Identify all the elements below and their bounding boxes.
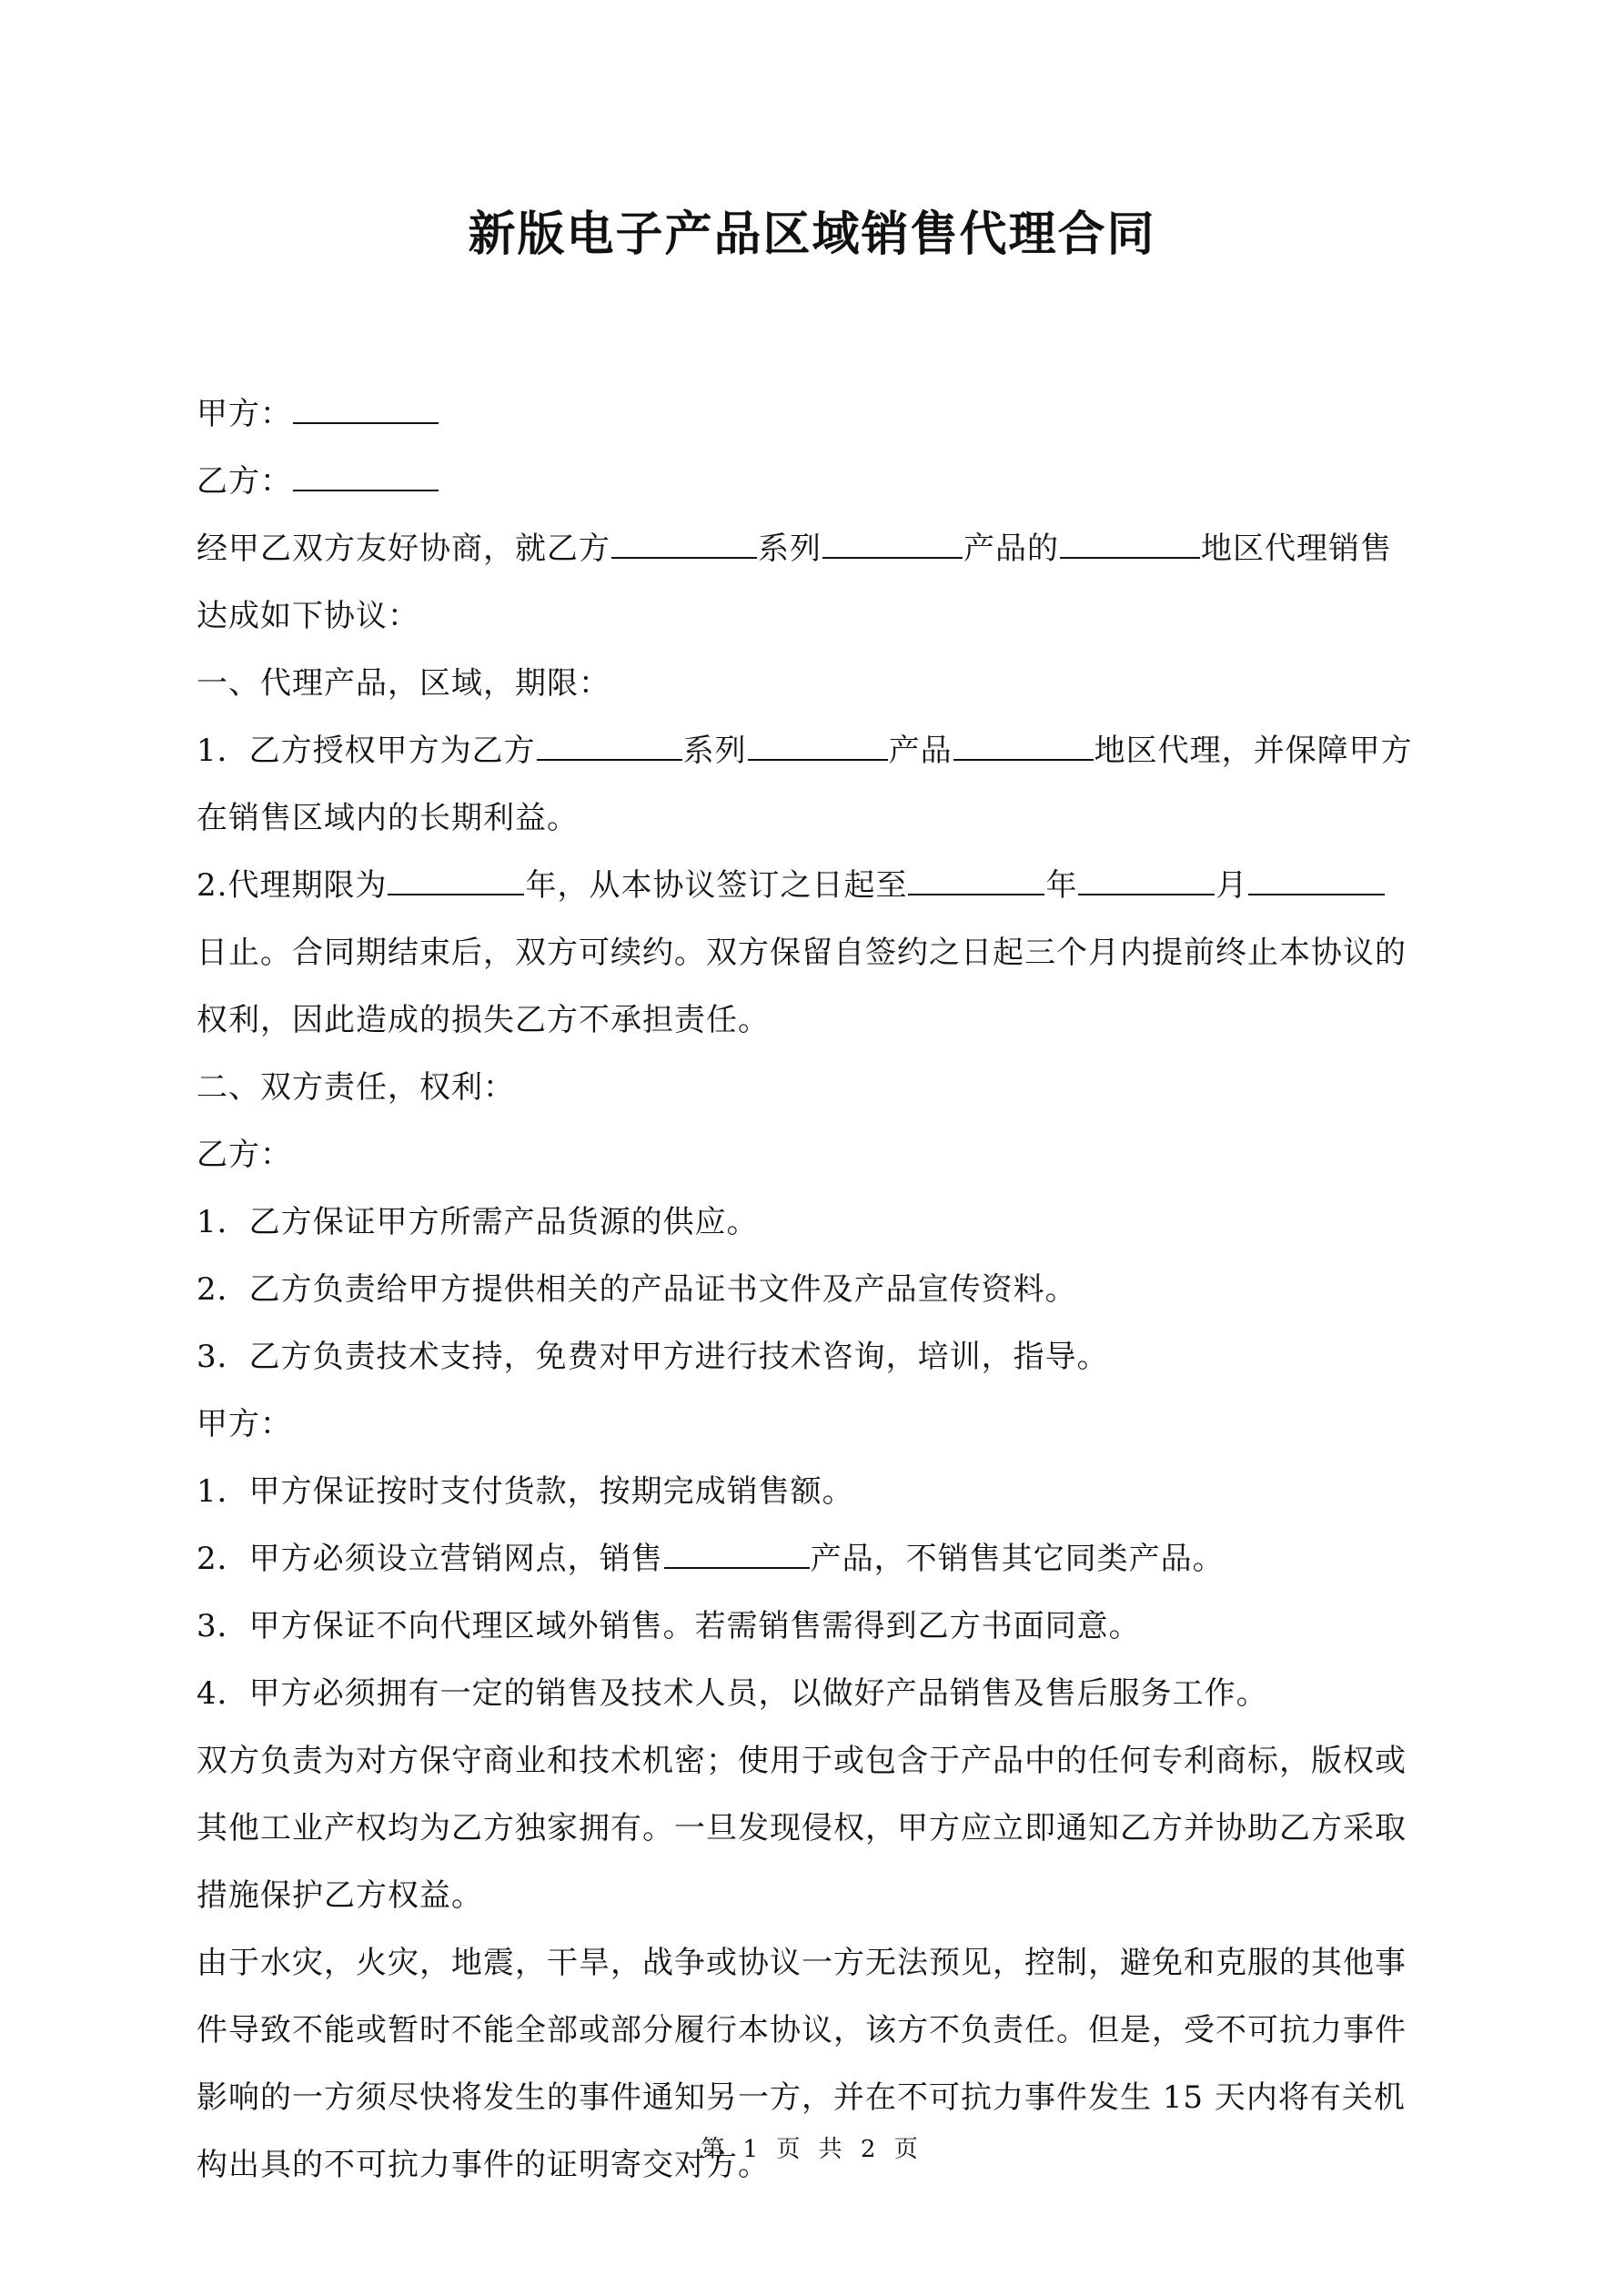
clause-text: 年，从本协议签订之日起至 xyxy=(525,867,908,904)
intro-line-1 xyxy=(197,515,1439,582)
force-majeure-line-4: 构出具的不可抗力事件的证明寄交对方。 xyxy=(197,2147,770,2183)
force-majeure-line-3: 影响的一方须尽快将发生的事件通知另一方，并在不可抗力事件发生 15 天内将有关机 xyxy=(197,2079,1406,2116)
party-b-line xyxy=(197,448,1439,515)
intro-line-2 xyxy=(197,582,1439,650)
clause-text: 产品，不销售其它同类产品。 xyxy=(810,1541,1225,1577)
clause-text: 系列 xyxy=(682,733,747,769)
party-a-duty-3: 3．甲方保证不向代理区域外销售。若需销售需得到乙方书面同意。 xyxy=(197,1608,1141,1644)
confidentiality-line-3: 措施保护乙方权益。 xyxy=(197,1877,483,1914)
party-b-label: 乙方： xyxy=(197,463,292,500)
document-title: 新版电子产品区域销售代理合同 xyxy=(468,207,1156,262)
party-a-duty-2 xyxy=(197,1525,1439,1593)
clause-text: 2．甲方必须设立营销网点，销售 xyxy=(197,1541,663,1577)
product-blank xyxy=(664,1545,810,1569)
party-a-duty-4: 4．甲方必须拥有一定的销售及技术人员，以做好产品销售及售后服务工作。 xyxy=(197,1675,1268,1712)
confidentiality-line-2: 其他工业产权均为乙方独家拥有。一旦发现侵权，甲方应立即通知乙方并协助乙方采取 xyxy=(197,1810,1407,1846)
party-a-duties-label: 甲方： xyxy=(197,1406,292,1442)
clause-text: 月 xyxy=(1215,867,1248,904)
clause-text: 年 xyxy=(1045,867,1078,904)
region-blank xyxy=(953,737,1094,761)
section-1-item-2-line-3: 权利，因此造成的损失乙方不承担责任。 xyxy=(197,1002,770,1038)
party-a-label: 甲方： xyxy=(197,396,292,432)
series-blank xyxy=(537,737,682,761)
section-1-item-2-line-1 xyxy=(197,852,1439,919)
force-majeure-line-2: 件导致不能或暂时不能全部或部分履行本协议，该方不负责任。但是，受不可抗力事件 xyxy=(197,2012,1407,2048)
page-number: 第 1 页 共 2 页 xyxy=(701,2136,923,2163)
product-blank xyxy=(748,737,888,761)
clause-text: 1．乙方授权甲方为乙方 xyxy=(197,733,536,769)
section-1-item-2-line-2: 日止。合同期结束后，双方可续约。双方保留自签约之日起三个月内提前终止本协议的 xyxy=(197,935,1407,971)
end-day-blank xyxy=(1248,872,1385,895)
intro-text: 达成如下协议： xyxy=(197,598,419,634)
intro-text: 产品的 xyxy=(963,531,1059,567)
end-year-blank xyxy=(908,872,1044,895)
party-b-blank xyxy=(293,468,439,491)
product-blank xyxy=(822,535,963,559)
party-b-duties-label: 乙方： xyxy=(197,1137,292,1173)
term-years-blank xyxy=(388,872,524,895)
confidentiality-line-1: 双方负责为对方保守商业和技术机密；使用于或包含于产品中的任何专利商标，版权或 xyxy=(197,1743,1407,1779)
section-1-item-1-line-1 xyxy=(197,717,1439,784)
clause-text: 2.代理期限为 xyxy=(197,867,388,904)
party-b-duty-3: 3．乙方负责技术支持，免费对甲方进行技术咨询，培训，指导。 xyxy=(197,1339,1109,1375)
intro-text: 地区代理销售 xyxy=(1201,531,1392,567)
intro-text: 经甲乙双方友好协商，就乙方 xyxy=(197,531,610,567)
intro-text: 系列 xyxy=(758,531,822,567)
party-a-duty-1: 1．甲方保证按时支付货款，按期完成销售额。 xyxy=(197,1473,854,1510)
party-b-duty-1: 1．乙方保证甲方所需产品货源的供应。 xyxy=(197,1204,759,1240)
party-a-line xyxy=(197,380,1439,448)
end-month-blank xyxy=(1078,872,1215,895)
section-1-heading: 一、代理产品，区域，期限： xyxy=(197,665,610,702)
party-b-duty-2: 2．乙方负责给甲方提供相关的产品证书文件及产品宣传资料。 xyxy=(197,1271,1077,1308)
series-blank xyxy=(611,535,757,559)
region-blank xyxy=(1060,535,1200,559)
party-a-blank xyxy=(293,400,439,424)
clause-text: 地区代理，并保障甲方 xyxy=(1094,733,1413,769)
section-2-heading: 二、双方责任，权利： xyxy=(197,1069,515,1106)
force-majeure-line-1: 由于水灾，火灾，地震，干旱，战争或协议一方无法预见，控制，避免和克服的其他事 xyxy=(197,1945,1407,1981)
clause-text: 产品 xyxy=(888,733,953,769)
document-body xyxy=(197,380,1439,2199)
section-1-item-1-line-2: 在销售区域内的长期利益。 xyxy=(197,800,579,836)
